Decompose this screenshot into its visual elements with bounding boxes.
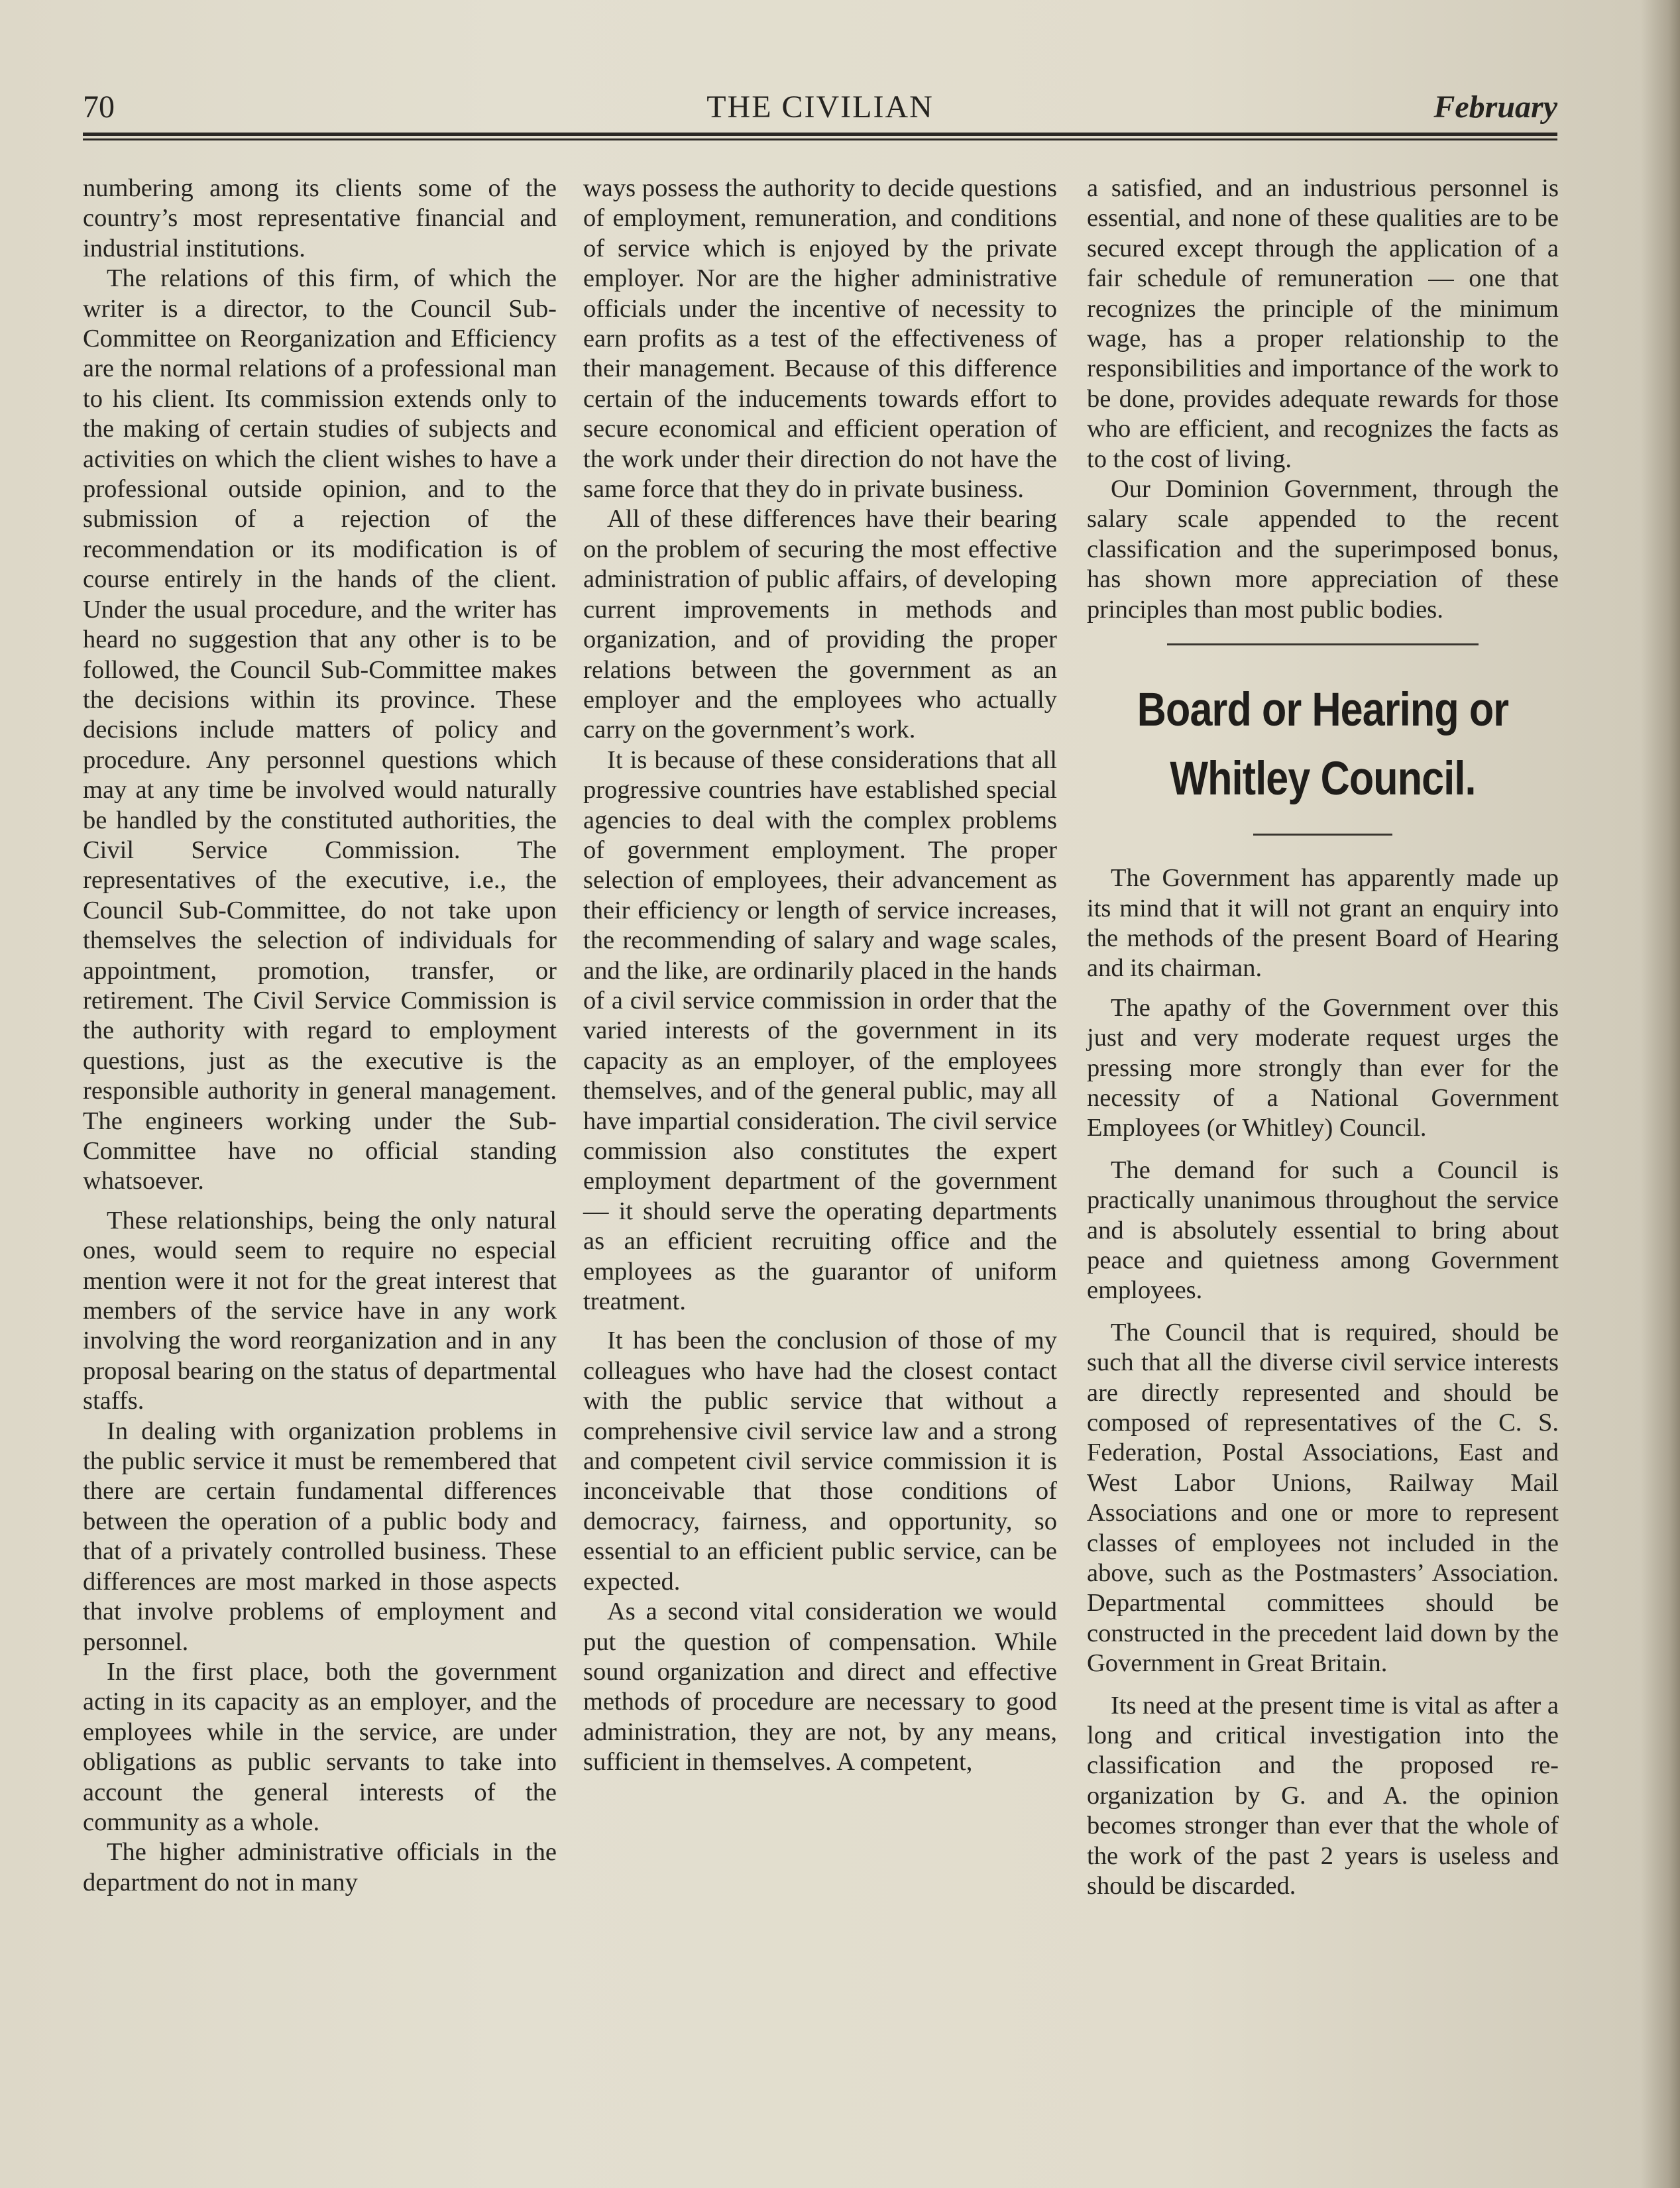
- page-header: [83, 85, 1557, 131]
- column-middle: [583, 174, 1057, 1778]
- paragraph: These relationships, being the only natural ones, would seem to require no especial mention were it not for the great interest that members of the service have in any work involving the word reorganization and in any proposal bearing on the status of departmental staffs.: [83, 1206, 557, 1415]
- paragraph: numbering among its clients some of the country’s most representative financial and industrial institutions.: [83, 174, 557, 262]
- headline-line: Whitley Council.: [1170, 753, 1476, 806]
- paragraph: Our Dominion Government, through the salary scale appended to the recent classification and the superimposed bonus, has shown more appreciation of these principles than most public bodies.: [1087, 475, 1559, 624]
- column-right: [1087, 174, 1559, 1902]
- paragraph: It has been the conclusion of those of my colleagues who have had the closest contact with the public service that without a comprehensive civil service law and a strong and competent civil service commission it is inconceivable that those conditions of democracy, fairness, and opportunity, so essential to an efficient public service, can be expected.: [583, 1327, 1057, 1596]
- issue-month: February: [1433, 89, 1557, 125]
- column-left: [83, 174, 557, 1898]
- paragraph: The apathy of the Government over this just and very moderate request urges the pressing more strongly than ever for the necessity of a National Government Employees (or Whitley) Council.: [1087, 993, 1559, 1142]
- paragraph: The relations of this firm, of which the writer is a director, to the Council Sub-Committee on Reorganization and Efficiency are the normal relations of a professional man to his client. Its commission extends only to the making of certain studies of subjects and activities on which the client wishes to have a professional outside opinion, and to the submission of a rejection of the recommendation or its modification is of course entirely in the hands of the client. Under the usual procedure, and the writer has heard no suggestion that any other is to be followed, the Council Sub-Committee makes the decisions within its province. These decisions include matters of policy and procedure. Any personnel questions which may at any time be involved would naturally be handled by the constituted authorities, the Civil Service Commission. The representatives of the executive, i.e., the Council Sub-Committee, do not take upon themselves the selection of individuals for appointment, promotion, transfer, or retirement. The Civil Service Commission is the authority with regard to employment questions, just as the executive is the responsible authority in general management. The engineers working under the Sub-Committee have no official standing whatsoever.: [83, 264, 557, 1195]
- paragraph: In dealing with organization problems in the public service it must be remembered that there are certain fundamental differences between the operation of a public body and that of a privately controlled business. These differences are most marked in those aspects that involve problems of employment and personnel.: [83, 1417, 557, 1656]
- headline-divider: [1253, 834, 1392, 836]
- headline-line: Board or Hearing or: [1137, 684, 1509, 737]
- paragraph: a satisfied, and an industrious personnel is essential, and none of these qualities are to be secured except through the application of a fair schedule of remuneration — one that recognizes the principle of the minimum wage, has a proper relationship to the responsibilities and importance of the work to be done, provides adequate rewards for those who are efficient, and recognizes the facts as to the cost of living.: [1087, 174, 1559, 473]
- paragraph: As a second vital consideration we would put the question of compensation. While sound organization and direct and effective methods of procedure are necessary to good administration, they are not, by any means, sufficient in themselves. A competent,: [583, 1598, 1057, 1777]
- paragraph: The higher administrative officials in the department do not in many: [83, 1838, 557, 1896]
- paragraph: In the first place, both the government acting in its capacity as an employer, and the employees while in the service, are under obligations as public servants to take into account the general interests of the community as a whole.: [83, 1657, 557, 1836]
- paragraph: ways possess the authority to decide questions of employment, remuneration, and conditions of service which is enjoyed by the private employer. Nor are the higher administrative officials under the incentive of necessity to earn profits as a test of the effectiveness of their management. Because of this difference certain of the inducements towards effort to secure economical and efficient operation of the work under their direction do not have the same force that they do in private business.: [583, 174, 1057, 504]
- paragraph: All of these differences have their bearing on the problem of securing the most effective administration of public affairs, of developing current improvements in methods and organization, and of providing the proper relations between the government as an employer and the employees who actually carry on the government’s work.: [583, 505, 1057, 744]
- paragraph: The Council that is required, should be such that all the diverse civil service interests are directly represented and should be composed of representatives of the C. S. Federation, Postal Associations, East and West Labor Unions, Railway Mail Associations and one or more to represent classes of employees not included in the above, such as the Postmasters’ Association. Departmental committees should be constructed in the precedent laid down by the Government in Great Britain.: [1087, 1318, 1559, 1678]
- page-spine-shadow: [1640, 0, 1680, 2188]
- section-divider: [1167, 643, 1479, 645]
- paragraph: The Government has apparently made up its mind that it will not grant an enquiry into the methods of the present Board of Hearing and its chairman.: [1087, 864, 1559, 983]
- paragraph: It is because of these considerations that all progressive countries have established special agencies to deal with the complex problems of government employment. The proper selection of employees, their advancement as their efficiency or length of service increases, the recommending of salary and wage scales, and the like, are ordinarily placed in the hands of a civil service commission in order that the varied interests of the government in its capacity as an employer, of the employees themselves, and of the general public, may all have impartial consideration. The civil service commission also constitutes the expert employment department of the government — it should serve the operating departments as an efficient recruiting office and the employees as the guarantor of uniform treatment.: [583, 745, 1057, 1316]
- article-headline: [1120, 676, 1526, 814]
- paragraph: Its need at the present time is vital as after a long and critical investigation into the classification and the proposed re-organization by G. and A. the opinion becomes stronger than ever that the whole of the work of the past 2 years is useless and should be discarded.: [1087, 1691, 1559, 1900]
- header-double-rule: [83, 133, 1557, 140]
- paragraph: The demand for such a Council is practically unanimous throughout the service and is absolutely essential to bring about peace and quietness among Government employees.: [1087, 1156, 1559, 1305]
- magazine-title: THE CIVILIAN: [706, 89, 934, 125]
- page-number: 70: [83, 89, 115, 125]
